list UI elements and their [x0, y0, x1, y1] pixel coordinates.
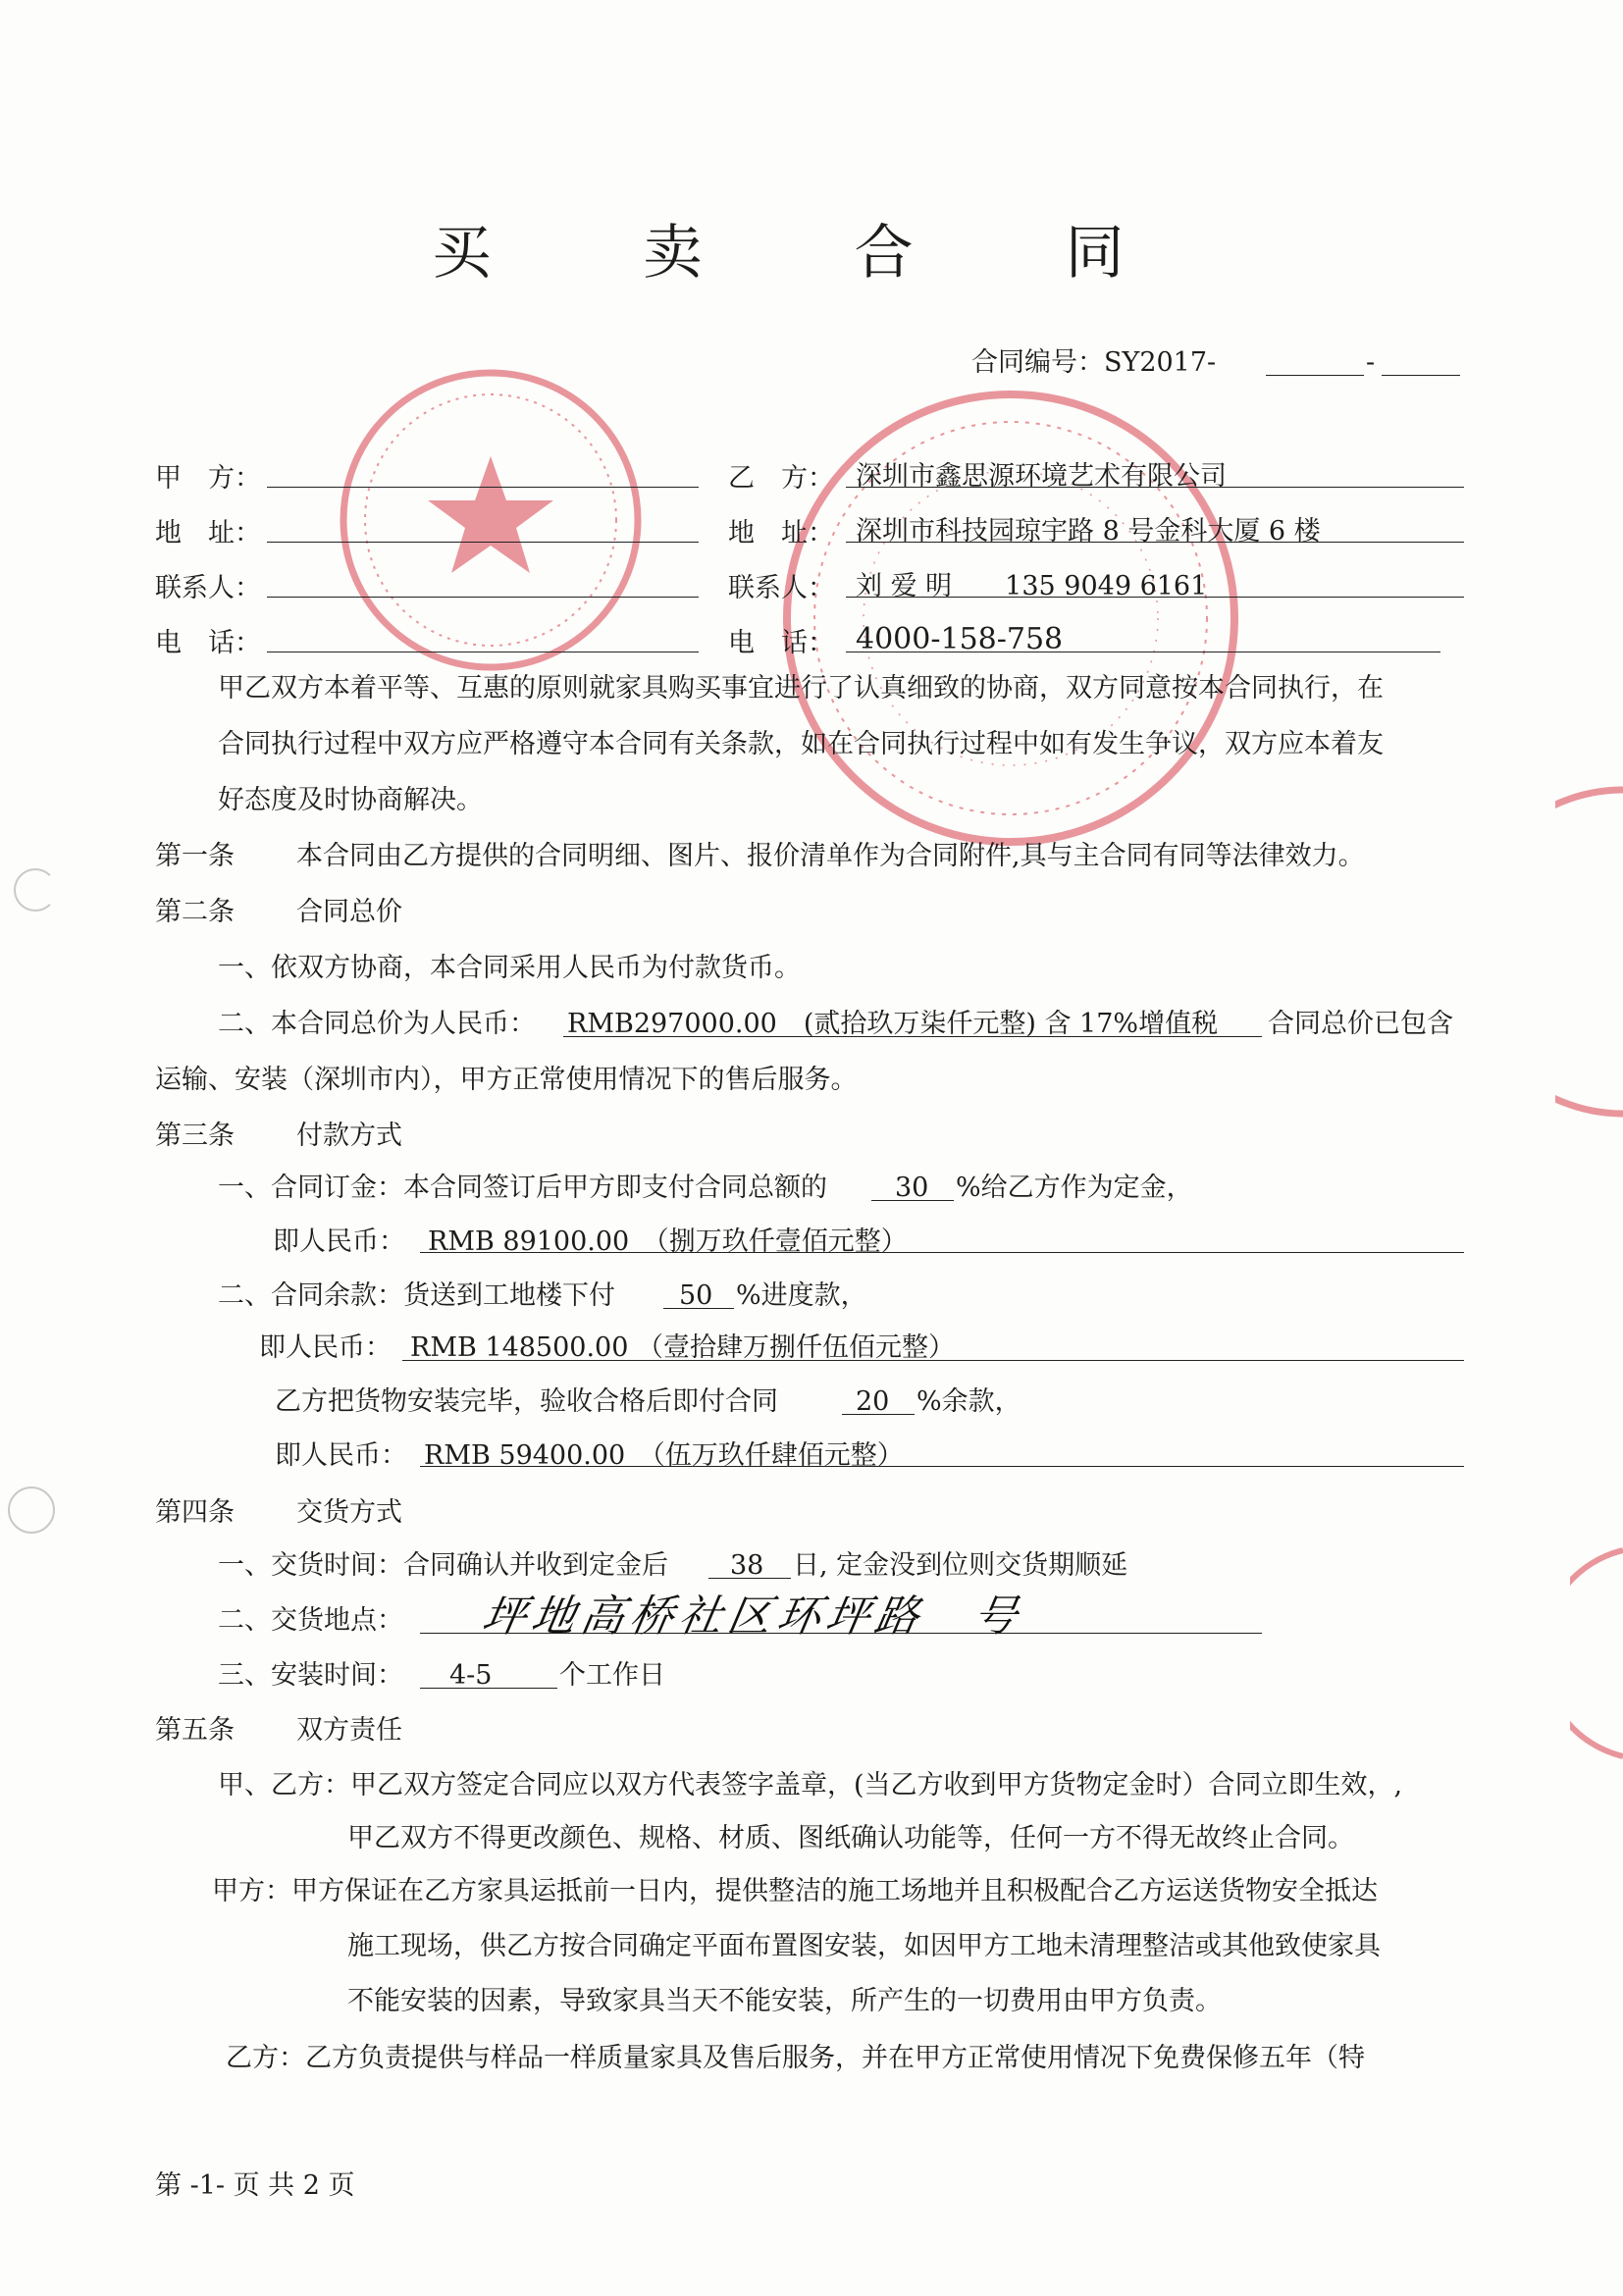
contract-number-label: 合同编号：SY2017-	[971, 347, 1217, 378]
contract-number-blank-1	[1266, 375, 1364, 376]
article-2-p2-d: 运输、安装（深圳市内），甲方正常使用情况下的售后服务。	[155, 1065, 858, 1095]
article-2-heading: 第二条	[155, 897, 235, 927]
party-a-contact-label: 联系人：	[155, 573, 261, 603]
party-b-contact: 刘 爱 明 135 9049 6161	[856, 571, 1208, 601]
final-text-a: 乙方把货物安装完毕，验收合格后即付合同	[275, 1386, 778, 1417]
article-2-p2-c: 合同总价已包含	[1268, 1009, 1453, 1039]
party-b-address: 深圳市科技园琼宇路 8 号金科大厦 6 楼	[856, 516, 1321, 547]
deposit-text-a: 一、合同订金：本合同签订后甲方即支付合同总额的	[218, 1173, 827, 1203]
preamble-line-3: 好态度及时协商解决。	[218, 785, 483, 815]
balance-text-a: 二、合同余款：货送到工地楼下付	[218, 1280, 615, 1311]
party-a-duty-line-2: 施工现场，供乙方按合同确定平面布置图安装，如因甲方工地未清理整洁或其他致使家具	[347, 1931, 1381, 1961]
binding-hole-mark	[8, 1487, 55, 1534]
install-days-unit: 个工作日	[559, 1660, 665, 1691]
article-3-heading: 第三条	[155, 1121, 235, 1151]
install-days-line	[420, 1688, 557, 1689]
party-b-name-label: 乙 方：	[728, 463, 834, 494]
party-a-duty-line-3: 不能安装的因素，导致家具当天不能安装，所产生的一切费用由甲方负责。	[347, 1986, 1222, 2016]
deposit-percent: 30	[895, 1173, 929, 1203]
article-2-p2-a: 二、本合同总价为人民币：	[218, 1009, 536, 1039]
delivery-days-line	[708, 1578, 791, 1579]
both-parties-line-1: 甲、乙方：甲乙双方签定合同应以双方代表签字盖章，(当乙方收到甲方货物定金时）合同立即生效，,	[218, 1770, 1403, 1800]
final-rmb-line	[420, 1466, 1464, 1467]
deposit-percent-line	[871, 1200, 954, 1201]
delivery-time-a: 一、交货时间：合同确认并收到定金后	[218, 1550, 668, 1581]
final-percent-line	[842, 1414, 915, 1415]
balance-rmb-label: 即人民币：	[259, 1332, 392, 1363]
both-parties-line-2: 甲乙双方不得更改颜色、规格、材质、图纸确认功能等，任何一方不得无故终止合同。	[347, 1823, 1354, 1853]
party-a-seal	[334, 363, 648, 677]
deposit-rmb-label: 即人民币：	[273, 1226, 405, 1257]
deposit-text-b: %给乙方作为定金，	[956, 1173, 1193, 1203]
balance-percent-line	[663, 1308, 734, 1309]
total-price-line	[563, 1036, 1262, 1037]
party-b-address-line	[846, 542, 1464, 543]
party-a-contact-field[interactable]	[267, 597, 699, 598]
final-text-b: %余款，	[916, 1386, 1021, 1417]
party-b-name: 深圳市鑫思源环境艺术有限公司	[856, 461, 1227, 492]
balance-percent: 50	[679, 1280, 713, 1311]
deposit-rmb-line	[420, 1252, 1464, 1253]
article-4-heading: 第四条	[155, 1497, 235, 1528]
edge-seal-partial	[1570, 1545, 1623, 1761]
article-1-heading: 第一条	[155, 841, 235, 871]
party-a-name-field[interactable]	[267, 487, 699, 488]
article-2-title: 合同总价	[296, 897, 402, 927]
party-b-phone: 4000-158-758	[856, 622, 1064, 656]
party-a-address-label: 地 址：	[155, 518, 261, 548]
edge-seal-partial	[1555, 785, 1623, 1119]
final-percent: 20	[856, 1386, 890, 1417]
document-title: 买 卖 合 同	[432, 219, 1191, 287]
total-price-value: RMB297000.00 (贰拾玖万柒仟元整) 含 17%增值税	[567, 1009, 1219, 1039]
contract-number-sep: -	[1366, 347, 1376, 378]
article-5-title: 双方责任	[296, 1715, 402, 1746]
article-1-text: 本合同由乙方提供的合同明细、图片、报价清单作为合同附件,具与主合同有同等法律效力。	[296, 841, 1365, 871]
party-b-contact-label: 联系人：	[728, 573, 834, 603]
party-a-duty-line-1: 甲方：甲方保证在乙方家具运抵前一日内，提供整洁的施工场地并且积极配合乙方运送货物安全抵达	[212, 1876, 1378, 1906]
article-2-p1: 一、依双方协商，本合同采用人民币为付款货币。	[218, 953, 801, 983]
article-3-title: 付款方式	[296, 1121, 402, 1151]
install-time-label: 三、安装时间：	[218, 1660, 403, 1691]
binding-hole-mark	[14, 868, 57, 912]
balance-rmb-value: RMB 148500.00 （壹拾肆万捌仟伍佰元整）	[410, 1332, 955, 1363]
contract-number-blank-2	[1382, 375, 1460, 376]
final-rmb-value: RMB 59400.00 （伍万玖仟肆佰元整）	[424, 1440, 904, 1471]
install-days: 4-5	[449, 1660, 493, 1691]
delivery-place-line[interactable]	[420, 1633, 1262, 1634]
party-b-address-label: 地 址：	[728, 518, 834, 548]
delivery-time-b: 日, 定金没到位则交货期顺延	[793, 1550, 1128, 1581]
article-5-heading: 第五条	[155, 1715, 235, 1746]
delivery-place-label: 二、交货地点：	[218, 1605, 403, 1636]
balance-rmb-line	[402, 1360, 1464, 1361]
party-a-phone-label: 电 话：	[155, 628, 261, 658]
preamble-line-2: 合同执行过程中双方应严格遵守本合同有关条款，如在合同执行过程中如有发生争议，双方应本着友	[218, 729, 1384, 759]
page-footer: 第 -1- 页 共 2 页	[155, 2170, 355, 2201]
party-b-contact-line	[846, 597, 1464, 598]
delivery-days: 38	[730, 1550, 764, 1581]
balance-text-b: %进度款，	[736, 1280, 867, 1311]
party-b-duty-line-1: 乙方：乙方负责提供与样品一样质量家具及售后服务，并在甲方正常使用情况下免费保修五年（特	[226, 2043, 1365, 2073]
preamble-line-1: 甲乙双方本着平等、互惠的原则就家具购买事宜进行了认真细致的协商，双方同意按本合同执行，在	[218, 673, 1384, 704]
party-a-address-field[interactable]	[267, 542, 699, 543]
final-rmb-label: 即人民币：	[275, 1440, 407, 1471]
party-b-name-line	[846, 487, 1464, 488]
delivery-place-handwritten: 坪地高桥社区环坪路 号	[478, 1592, 1027, 1642]
deposit-rmb-value: RMB 89100.00 （捌万玖仟壹佰元整）	[428, 1226, 908, 1257]
party-b-seal	[775, 383, 1246, 854]
article-4-title: 交货方式	[296, 1497, 402, 1528]
party-a-name-label: 甲 方：	[155, 463, 261, 494]
party-b-phone-label: 电 话：	[728, 628, 834, 658]
